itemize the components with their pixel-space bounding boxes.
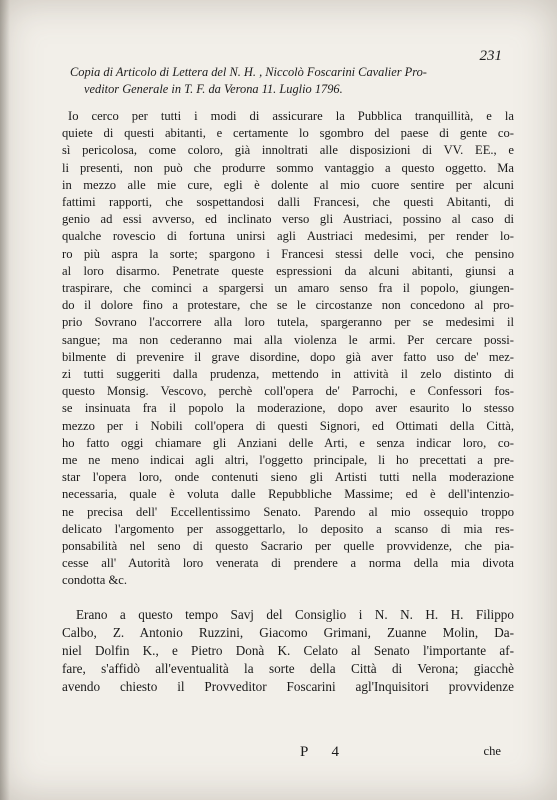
page-number: 231 (479, 48, 502, 64)
text-line: necessaria, quale è voluta dalle Repubbliche Massime; ed è dell'intenzio- (62, 487, 514, 502)
text-line: sangue; ma non cederanno mai alla violenza le armi. Per cercare possi- (62, 332, 514, 347)
text-line: mezzo per i Nobili coll'opera di questi Signori, ed Ottimati della Città, (62, 418, 514, 433)
text-line: delicato l'argomento per assoggettarlo, lo deposito a scanso di mia res- (62, 521, 514, 536)
text-line: star l'opera loro, onde contenuti sieno gli Artisti tutti nella moderazione (62, 470, 514, 485)
text-line: do il dolore fino a protestare, che se le circostanze non concedono al pro- (62, 298, 514, 313)
text-line: ro più aspra la sorte; spargono i Francesi stessi delle voci, che pensino (62, 246, 514, 261)
text-line: questo Monsig. Vescovo, perchè coll'opera de' Parrochi, e Confessori fos- (62, 384, 514, 399)
text-line: bilmente di prevenire il grave disordine, dopo già aver fatto uso de' mez- (62, 349, 514, 364)
signature-mark: P 4 (300, 744, 350, 760)
text-line: sì pericolosa, come coloro, già innoltrati alle disposizioni di VV. EE., e (62, 143, 514, 158)
text-line: zi tutti suggeriti dalla prudenza, mettendo in attività il zelo distinto di (62, 367, 514, 382)
text-line: qualche rovescio di fortuna unirsi agli Austriaci medesimi, per render lo- (62, 229, 514, 244)
text-line: Calbo, Z. Antonio Ruzzini, Giacomo Grimani, Zuanne Molin, Da- (62, 624, 514, 640)
text-line: al loro disarmo. Penetrate queste espressioni da alcuni abitanti, giunsi a (62, 263, 514, 278)
paragraph-2 (62, 606, 514, 696)
text-line: prio Sovrano l'accorrere alla loro tutela, spargeranno per se medesimi il (62, 315, 514, 330)
heading-line-1: Copia di Articolo di Lettera del N. H. , Niccolò Foscarini Cavalier Pro- (70, 65, 427, 79)
text-line: ne precisa dell' Eccellentissimo Senato. Parendo al mio ossequio troppo (62, 504, 514, 519)
paragraph-1 (62, 108, 514, 590)
text-line: in mezzo alle mie cure, egli è dolente al mio cuore sentire per alcuni (62, 177, 514, 192)
text-line: ponsabilità nel seno di questo Sacrario per quelle provvidenze, che pia- (62, 539, 514, 554)
text-line: traspirare, che cominci a spargersi un amaro senso fra il popolo, giungen- (62, 281, 514, 296)
text-line: me ne meno indicai agli altri, l'oggetto principale, li ho precettati a pre- (62, 453, 514, 468)
catchword: che (483, 744, 501, 758)
page-edge-shadow (0, 0, 10, 800)
text-line: li presenti, non può che produrre sommo vantaggio a questo oggetto. Ma (62, 160, 514, 175)
body-text (62, 108, 514, 696)
text-line: fattimi rapporti, che sospettandosi dalli Francesi, che questi Abitanti, di (62, 195, 514, 210)
text-line: Io cerco per tutti i modi di assicurare la Pubblica tranquillità, e la (68, 109, 514, 123)
text-line: genio ad essi avverso, ed inclinato verso gli Austriaci, possino al caso di (62, 212, 514, 227)
heading-line-2: veditor Generale in T. F. da Verona 11. Luglio 1796. (84, 82, 343, 96)
text-line: fare, s'affidò all'eventualità la sorte della Città di Verona; giacchè (62, 660, 514, 676)
text-line: cesse all' Autorità loro venerata di prendere a norma della mia divota (62, 556, 514, 571)
text-line: Erano a questo tempo Savj del Consiglio i N. N. H. H. Filippo (76, 606, 514, 622)
letter-heading (70, 64, 500, 98)
text-line: se insinuata fra il popolo la moderazione, dopo aver esaurito lo stesso (62, 401, 514, 416)
text-line: avendo chiesto il Provveditor Foscarini agl'Inquisitori provvidenze (62, 678, 514, 694)
text-line: quiete di questi abitanti, e certamente lo sgombro del paese di gente co- (62, 126, 514, 141)
text-line: condotta &c. (62, 573, 128, 588)
text-line: niel Dolfin K., e Pietro Donà K. Celato al Senato l'importante af- (62, 642, 514, 658)
text-line: ho fatto oggi chiamare gli Anziani delle Arti, e senza indicar loro, co- (62, 435, 514, 450)
